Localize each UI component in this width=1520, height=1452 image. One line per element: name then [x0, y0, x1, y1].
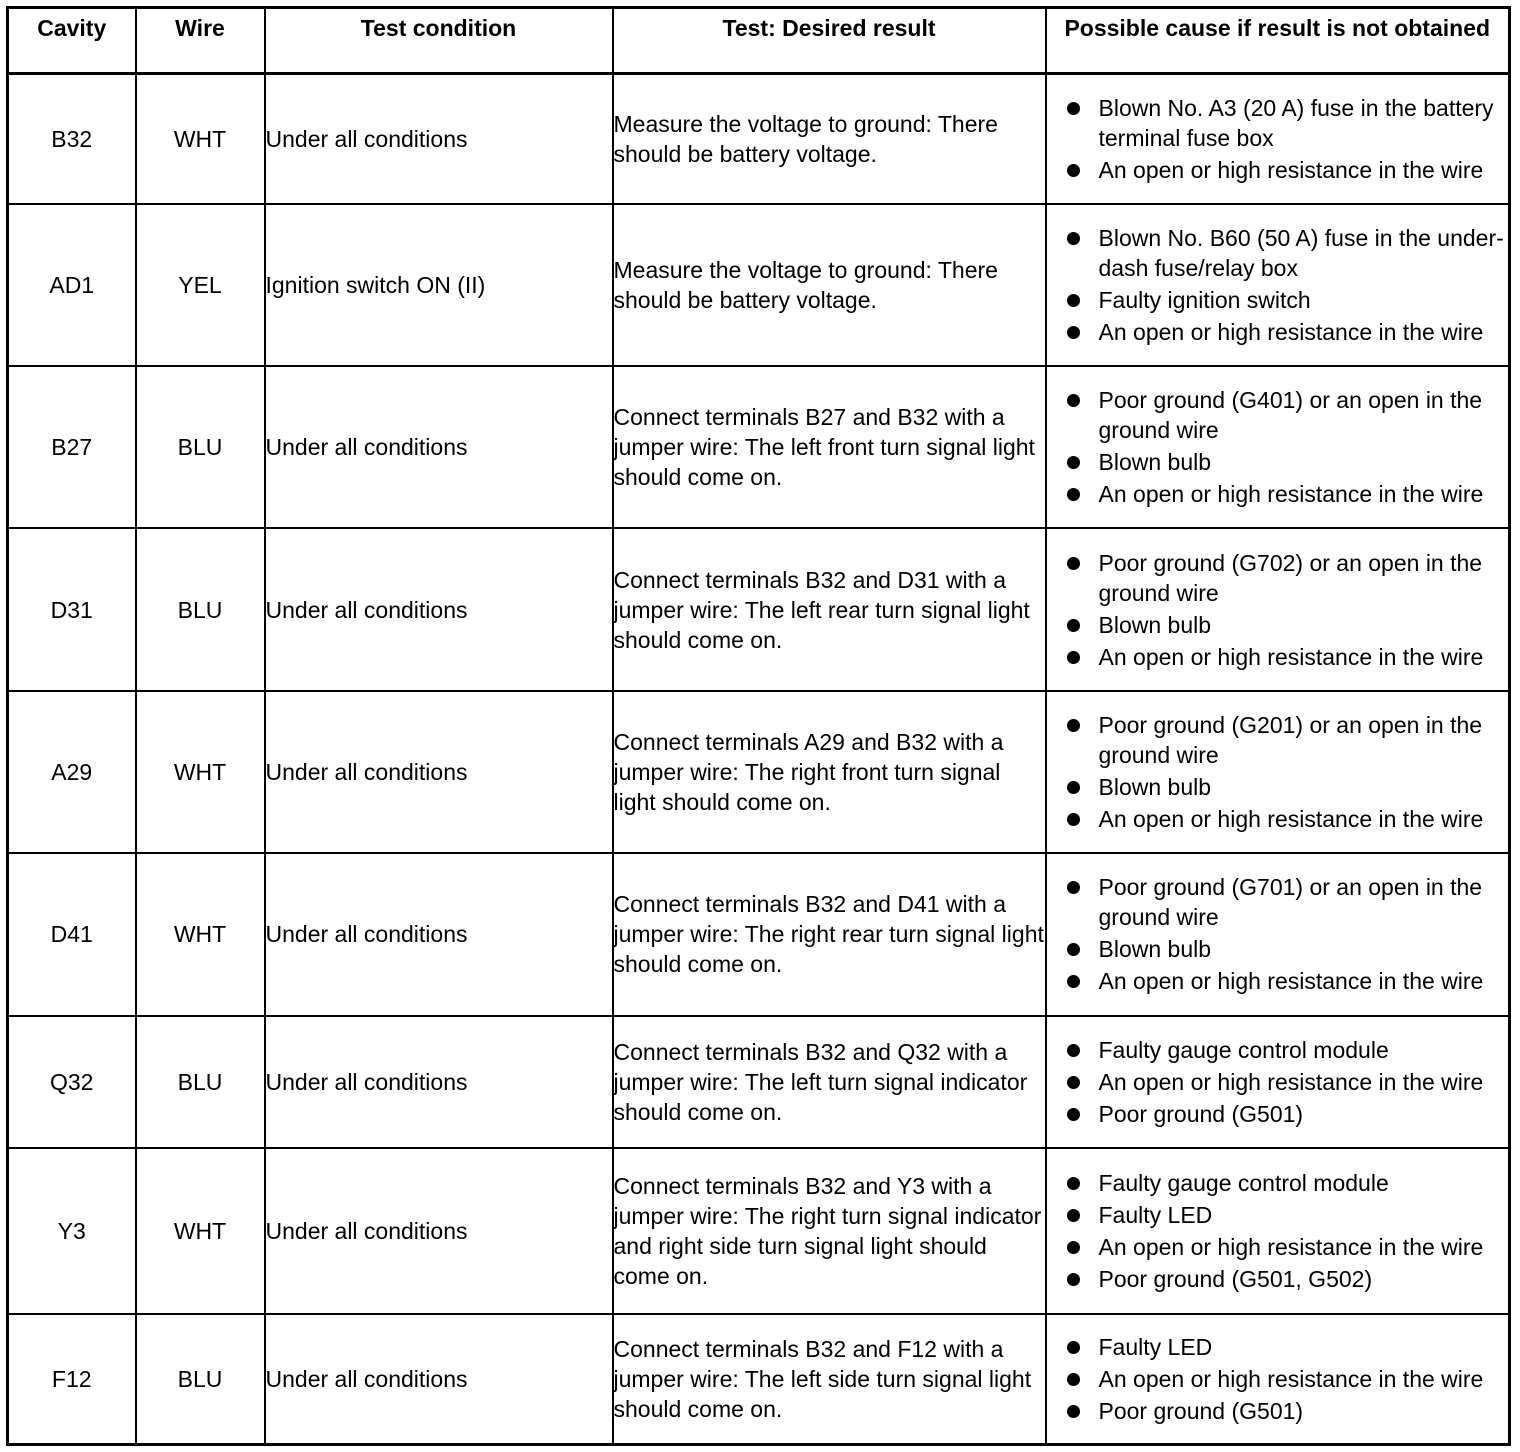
cause-text: Faulty gauge control module	[1098, 1169, 1389, 1196]
test-condition-cell: Under all conditions	[265, 528, 613, 690]
test-condition-cell: Under all conditions	[265, 1016, 613, 1148]
bullet-icon	[1067, 881, 1080, 894]
wire-cell: BLU	[136, 366, 265, 528]
desired-result-cell: Connect terminals B27 and B32 with a jumper wire: The left front turn signal light should come on.	[613, 366, 1046, 528]
desired-result-cell: Measure the voltage to ground: There should be battery voltage.	[613, 74, 1046, 204]
cause-text: Poor ground (G701) or an open in the ground wire	[1098, 874, 1483, 931]
cause-text: Blown bulb	[1098, 773, 1212, 800]
bullet-icon	[1067, 781, 1080, 794]
wire-cell: BLU	[136, 1016, 265, 1148]
table-row	[8, 1314, 1510, 1444]
cavity-cell: D31	[8, 528, 136, 690]
cause-item	[1047, 1099, 1509, 1129]
cause-text: Poor ground (G501)	[1098, 1100, 1304, 1127]
cause-item	[1047, 479, 1509, 509]
bullet-icon	[1067, 1341, 1080, 1354]
bullet-icon	[1067, 719, 1080, 732]
wire-cell: BLU	[136, 528, 265, 690]
table-body	[8, 74, 1510, 1445]
cause-list	[1047, 1332, 1509, 1426]
cause-item	[1047, 772, 1509, 802]
cause-item	[1047, 1168, 1509, 1198]
cause-item	[1047, 1332, 1509, 1362]
wire-cell: WHT	[136, 1148, 265, 1314]
cause-list	[1047, 872, 1509, 996]
bullet-icon	[1067, 394, 1080, 407]
test-condition-cell: Under all conditions	[265, 74, 613, 204]
cause-list	[1047, 1035, 1509, 1129]
table-row	[8, 691, 1510, 853]
bullet-icon	[1067, 456, 1080, 469]
bullet-icon	[1067, 164, 1080, 177]
wire-cell: WHT	[136, 853, 265, 1015]
cause-item	[1047, 1396, 1509, 1426]
cause-item	[1047, 1035, 1509, 1065]
header-desired-result: Test: Desired result	[613, 8, 1046, 74]
cause-item	[1047, 93, 1509, 153]
desired-result-cell: Measure the voltage to ground: There should be battery voltage.	[613, 204, 1046, 366]
cause-text: An open or high resistance in the wire	[1098, 1068, 1484, 1095]
possible-cause-cell	[1046, 74, 1510, 204]
header-wire: Wire	[136, 8, 265, 74]
cause-item	[1047, 317, 1509, 347]
cause-item	[1047, 642, 1509, 672]
cause-text: An open or high resistance in the wire	[1098, 643, 1484, 670]
cause-list	[1047, 385, 1509, 509]
table-row	[8, 204, 1510, 366]
test-condition-cell: Under all conditions	[265, 691, 613, 853]
bullet-icon	[1067, 1076, 1080, 1089]
cause-text: An open or high resistance in the wire	[1098, 1233, 1484, 1260]
cause-text: Poor ground (G702) or an open in the ground wire	[1098, 549, 1483, 606]
table-row	[8, 1148, 1510, 1314]
cause-text: Poor ground (G501)	[1098, 1398, 1304, 1425]
header-test-condition: Test condition	[265, 8, 613, 74]
bullet-icon	[1067, 1373, 1080, 1386]
cavity-cell: B32	[8, 74, 136, 204]
bullet-icon	[1067, 1177, 1080, 1190]
cause-text: An open or high resistance in the wire	[1098, 481, 1484, 508]
possible-cause-cell	[1046, 204, 1510, 366]
cause-text: Blown bulb	[1098, 611, 1212, 638]
cause-item	[1047, 966, 1509, 996]
cause-item	[1047, 804, 1509, 834]
table-row	[8, 853, 1510, 1015]
cause-item	[1047, 1264, 1509, 1294]
cause-text: Poor ground (G501, G502)	[1098, 1265, 1373, 1292]
desired-result-cell: Connect terminals B32 and D31 with a jumper wire: The left rear turn signal light should come on.	[613, 528, 1046, 690]
cause-item	[1047, 610, 1509, 640]
cause-item	[1047, 872, 1509, 932]
wire-cell: BLU	[136, 1314, 265, 1444]
cause-item	[1047, 710, 1509, 770]
desired-result-cell: Connect terminals B32 and Y3 with a jumper wire: The right turn signal indicator and right side turn signal light should come on.	[613, 1148, 1046, 1314]
cause-text: An open or high resistance in the wire	[1098, 1366, 1484, 1393]
cavity-cell: AD1	[8, 204, 136, 366]
cause-text: Blown No. B60 (50 A) fuse in the under-dash fuse/relay box	[1098, 224, 1504, 281]
cause-text: Poor ground (G401) or an open in the ground wire	[1098, 387, 1483, 444]
bullet-icon	[1067, 1241, 1080, 1254]
possible-cause-cell	[1046, 691, 1510, 853]
bullet-icon	[1067, 1108, 1080, 1121]
header-cavity: Cavity	[8, 8, 136, 74]
cause-item	[1047, 1200, 1509, 1230]
test-condition-cell: Under all conditions	[265, 853, 613, 1015]
cause-text: Faulty ignition switch	[1098, 286, 1311, 313]
cause-text: An open or high resistance in the wire	[1098, 805, 1484, 832]
table-row	[8, 528, 1510, 690]
cause-item	[1047, 1067, 1509, 1097]
cause-item	[1047, 934, 1509, 964]
table-row	[8, 74, 1510, 204]
possible-cause-cell	[1046, 1016, 1510, 1148]
cause-list	[1047, 548, 1509, 672]
possible-cause-cell	[1046, 853, 1510, 1015]
bullet-icon	[1067, 813, 1080, 826]
bullet-icon	[1067, 1273, 1080, 1286]
cause-list	[1047, 223, 1509, 347]
table-row	[8, 1016, 1510, 1148]
test-condition-cell: Under all conditions	[265, 366, 613, 528]
cavity-cell: F12	[8, 1314, 136, 1444]
cause-item	[1047, 447, 1509, 477]
cavity-cell: B27	[8, 366, 136, 528]
bullet-icon	[1067, 488, 1080, 501]
test-condition-cell: Under all conditions	[265, 1148, 613, 1314]
bullet-icon	[1067, 1044, 1080, 1057]
cavity-cell: A29	[8, 691, 136, 853]
bullet-icon	[1067, 1209, 1080, 1222]
wire-cell: YEL	[136, 204, 265, 366]
possible-cause-cell	[1046, 366, 1510, 528]
wire-cell: WHT	[136, 74, 265, 204]
cause-text: An open or high resistance in the wire	[1098, 968, 1484, 995]
header-row	[8, 8, 1510, 74]
cause-list	[1047, 1168, 1509, 1294]
bullet-icon	[1067, 102, 1080, 115]
cause-item	[1047, 285, 1509, 315]
possible-cause-cell	[1046, 528, 1510, 690]
desired-result-cell: Connect terminals B32 and Q32 with a jumper wire: The left turn signal indicator should come on.	[613, 1016, 1046, 1148]
cause-text: Faulty gauge control module	[1098, 1036, 1389, 1063]
cause-item	[1047, 155, 1509, 185]
cause-list	[1047, 710, 1509, 834]
cause-text: An open or high resistance in the wire	[1098, 156, 1484, 183]
desired-result-cell: Connect terminals B32 and D41 with a jumper wire: The right rear turn signal light should come on.	[613, 853, 1046, 1015]
cause-item	[1047, 1364, 1509, 1394]
test-condition-cell: Under all conditions	[265, 1314, 613, 1444]
bullet-icon	[1067, 619, 1080, 632]
header-possible-cause: Possible cause if result is not obtained	[1046, 8, 1510, 74]
test-condition-cell: Ignition switch ON (II)	[265, 204, 613, 366]
cause-item	[1047, 1232, 1509, 1262]
cause-item	[1047, 385, 1509, 445]
test-table	[6, 6, 1511, 1446]
cause-text: Blown No. A3 (20 A) fuse in the battery terminal fuse box	[1098, 94, 1494, 151]
cause-text: Blown bulb	[1098, 936, 1212, 963]
bullet-icon	[1067, 232, 1080, 245]
cavity-cell: D41	[8, 853, 136, 1015]
possible-cause-cell	[1046, 1148, 1510, 1314]
bullet-icon	[1067, 557, 1080, 570]
cavity-cell: Y3	[8, 1148, 136, 1314]
desired-result-cell: Connect terminals B32 and F12 with a jumper wire: The left side turn signal light should come on.	[613, 1314, 1046, 1444]
cause-item	[1047, 548, 1509, 608]
cause-text: Faulty LED	[1098, 1334, 1213, 1361]
wire-cell: WHT	[136, 691, 265, 853]
cause-text: Poor ground (G201) or an open in the ground wire	[1098, 711, 1483, 768]
cavity-cell: Q32	[8, 1016, 136, 1148]
bullet-icon	[1067, 294, 1080, 307]
cause-item	[1047, 223, 1509, 283]
desired-result-cell: Connect terminals A29 and B32 with a jumper wire: The right front turn signal light should come on.	[613, 691, 1046, 853]
table-row	[8, 366, 1510, 528]
cause-list	[1047, 93, 1509, 185]
bullet-icon	[1067, 1405, 1080, 1418]
bullet-icon	[1067, 975, 1080, 988]
cause-text: Faulty LED	[1098, 1201, 1213, 1228]
possible-cause-cell	[1046, 1314, 1510, 1444]
cause-text: An open or high resistance in the wire	[1098, 318, 1484, 345]
bullet-icon	[1067, 651, 1080, 664]
cause-text: Blown bulb	[1098, 449, 1212, 476]
bullet-icon	[1067, 326, 1080, 339]
bullet-icon	[1067, 943, 1080, 956]
